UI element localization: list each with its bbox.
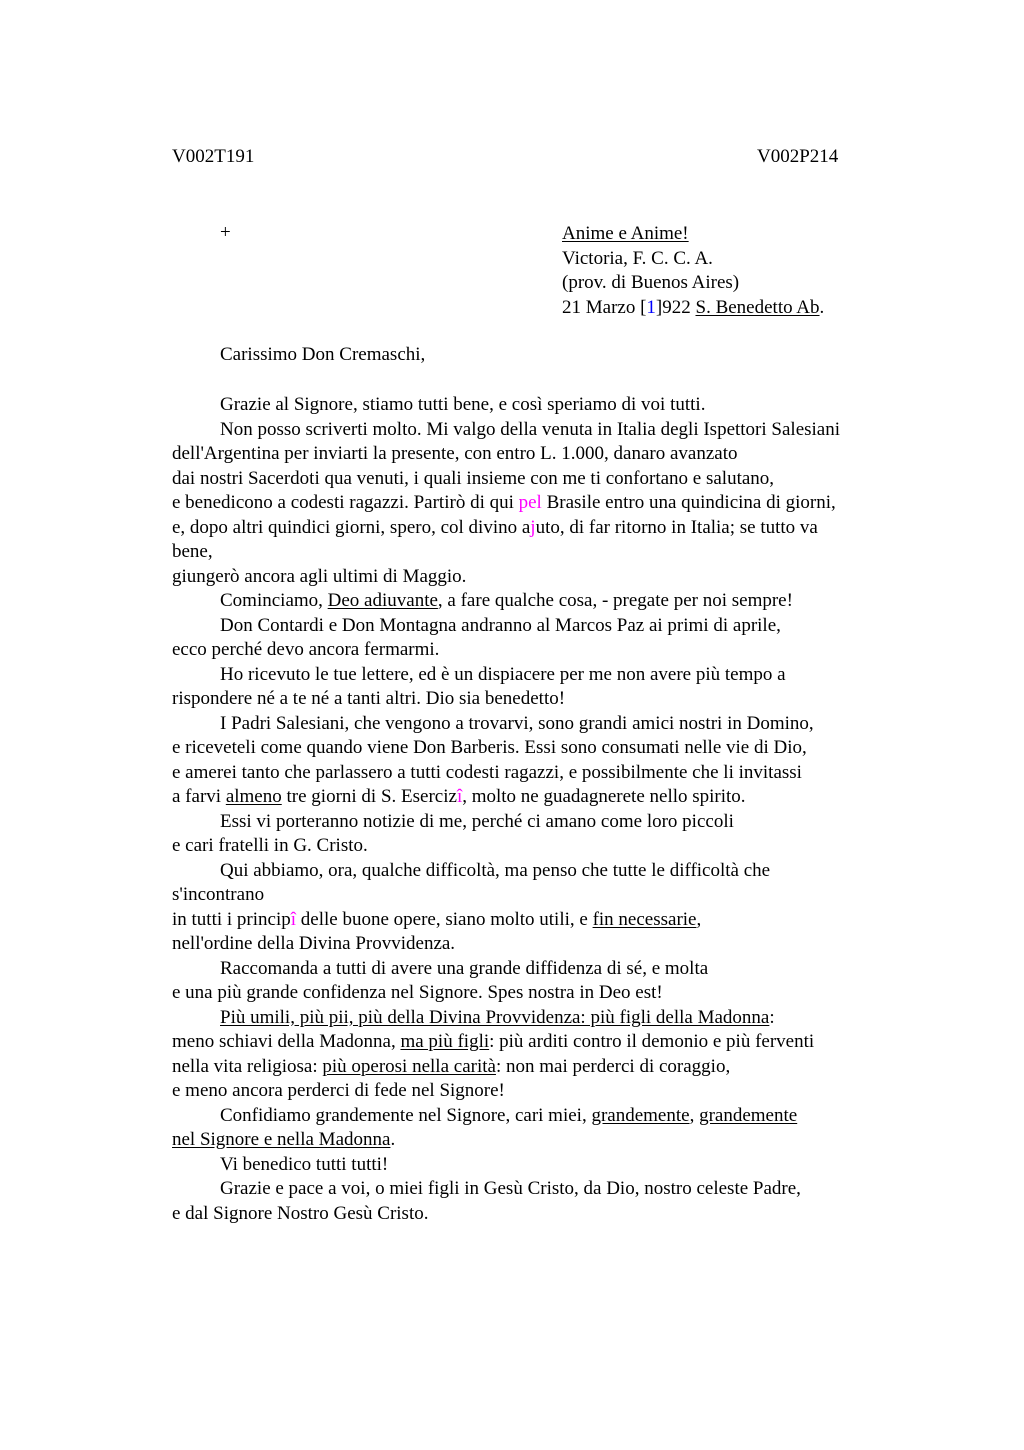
body-line: s'incontrano [172,884,265,905]
archive-ref-right: V002P214 [757,146,839,167]
body-line: Essi vi porteranno notizie di me, perché ci amano come loro piccoli [220,810,734,832]
highlight-letter: î [456,786,463,807]
header-province: (prov. di Buenos Aires) [562,272,740,293]
body-line: Cominciamo, Deo adiuvante, a fare qualche cosa, - pregate per noi sempre! [220,590,793,611]
body-line: nella vita religiosa: più operosi nella carità: non mai perderci di coraggio, [172,1055,731,1077]
date-editorial-digit: 1 [646,296,656,318]
body-line: e meno ancora perderci di fede nel Signore! [172,1080,505,1101]
body-line: Non posso scriverti molto. Mi valgo della venuta in Italia degli Ispettori Salesiani [220,418,841,440]
body-line: nell'ordine della Divina Provvidenza. [172,933,456,954]
cross-symbol: + [220,222,231,243]
body-line: giungerò ancora agli ultimi di Maggio. [172,565,467,587]
body-line: nel Signore e nella Madonna. [172,1129,396,1150]
body-line: dell'Argentina per inviarti la presente, con entro L. 1.000, danaro avanzato [172,443,738,464]
body-line: bene, [172,541,213,562]
body-line: Più umili, più pii, più della Divina Provvidenza: più figli della Madonna: [220,1006,775,1028]
body-line: e benedicono a codesti ragazzi. Partirò di qui pel Brasile entro una quindicina di giorni, [172,492,836,513]
body-line: Qui abbiamo, ora, qualche difficoltà, ma penso che tutte le difficoltà che [220,859,771,881]
letter-header [562,222,824,320]
body-line: dai nostri Sacerdoti qua venuti, i quali insieme con me ti confortano e salutano, [172,467,775,489]
body-line: e una più grande confidenza nel Signore. Spes nostra in Deo est! [172,982,663,1003]
header-place: Victoria, F. C. C. A. [562,247,713,269]
body-line: ecco perché devo ancora fermarmi. [172,639,440,660]
body-line: e amerei tanto che parlassero a tutti codesti ragazzi, e possibilmente che li invitassi [172,761,802,783]
body-line: in tutti i principî delle buone opere, siano molto utili, e fin necessarie, [172,908,702,930]
body-line: rispondere né a te né a tanti altri. Dio sia benedetto! [172,688,566,709]
body-line: Raccomanda a tutti di avere una grande diffidenza di sé, e molta [220,957,709,979]
letter-body [172,393,912,1226]
highlight-letter: î [290,908,297,930]
archive-ref-left: V002T191 [172,146,255,167]
body-line: e cari fratelli in G. Cristo. [172,835,368,856]
body-line: Grazie al Signore, stiamo tutti bene, e così speriamo di voi tutti. [220,394,706,415]
highlight-letter: j [530,516,536,538]
body-line: Grazie e pace a voi, o miei figli in Gesù Cristo, da Dio, nostro celeste Padre, [220,1178,801,1199]
body-line: meno schiavi della Madonna, ma più figli: più arditi contro il demonio e più ferventi [172,1031,815,1052]
highlight-word: pel [518,492,542,513]
header-date: 21 Marzo [1]922 S. Benedetto Ab. [562,296,825,318]
body-line: e riceveteli come quando viene Don Barberis. Essi sono consumati nelle vie di Dio, [172,737,807,758]
body-line: I Padri Salesiani, che vengono a trovarvi, sono grandi amici nostri in Domino, [220,712,814,734]
body-line: e dal Signore Nostro Gesù Cristo. [172,1202,429,1224]
body-line: e, dopo altri quindici giorni, spero, col divino ajuto, di far ritorno in Italia; se tutto va [172,516,818,538]
body-line: Ho ricevuto le tue lettere, ed è un dispiacere per me non avere più tempo a [220,663,786,685]
salutation: Carissimo Don Cremaschi, [220,344,426,365]
body-line: Vi benedico tutti tutti! [220,1153,389,1175]
body-line: Don Contardi e Don Montagna andranno al Marcos Paz ai primi di aprile, [220,614,781,636]
header-saint: S. Benedetto Ab [695,296,820,318]
body-line: Confidiamo grandemente nel Signore, cari miei, grandemente, grandemente [220,1104,798,1126]
header-motto: Anime e Anime! [562,223,689,244]
body-line: a farvi almeno tre giorni di S. Esercizî, molto ne guadagnerete nello spirito. [172,786,746,807]
